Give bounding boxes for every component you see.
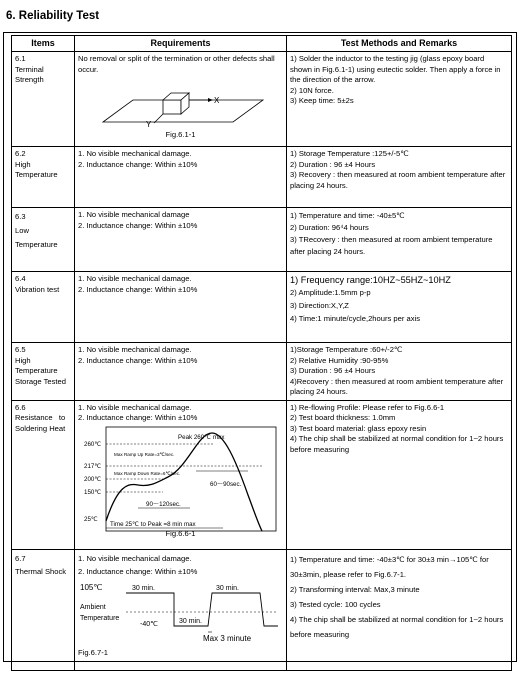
method-text: 2) Duration: 96⁴4 hours <box>290 223 369 232</box>
table-row <box>12 400 512 549</box>
requirement-text: 1. No visible mechanical damage. <box>78 345 192 354</box>
method-text-large: 1) Frequency range:10HZ~55HZ~10HZ <box>290 275 451 285</box>
figure-caption: Fig.6.7-1 <box>78 647 108 657</box>
header-methods: Test Methods and Remarks <box>287 36 512 52</box>
item-number: 6.5 <box>15 345 26 354</box>
table-row <box>12 549 512 670</box>
method-text: 2) Amplitude:1.5mm p-p <box>290 288 371 297</box>
method-text: 2) Transforming interval: Max,3 minute <box>290 584 420 594</box>
figure-caption: Fig.6.1-1 <box>165 130 196 139</box>
methods-cell <box>287 52 512 147</box>
method-text: 2) Duration : 96 ±4 Hours <box>290 159 376 169</box>
header-items: Items <box>12 36 75 52</box>
requirement-text: 2. Inductance change: Within ±10% <box>78 284 198 294</box>
item-cell <box>12 52 75 147</box>
requirement-cell <box>75 208 287 272</box>
terminal-strength-figure <box>78 78 278 130</box>
figure-caption: Fig.6.6-1 <box>165 528 196 538</box>
methods-cell <box>287 147 512 208</box>
max-interval-label: Max 3 minute <box>203 633 252 643</box>
method-text: 4) Time:1 minute/cycle,2hours per axis <box>290 314 420 323</box>
ramp-up-label: Max Ramp Up Rate=3℃/sec. <box>114 451 175 457</box>
item-label: Resistance to <box>15 413 66 422</box>
methods-cell <box>287 208 512 272</box>
requirement-text: 1. No visible mechanical damage. <box>78 149 192 158</box>
ramp-down-label: Max Ramp Down Rate=6℃/sec. <box>114 470 181 476</box>
method-text: 1) Solder the inductor to the testing jig (glass epoxy board shown in Fig.6.1-1) using eutectic solder. Then apply a force in the direction of the arrow. <box>290 54 501 84</box>
item-label: Temperature <box>15 170 58 179</box>
requirement-text: 2. Inductance change: Within ±10% <box>78 355 198 365</box>
item-label: Strength <box>15 75 44 84</box>
requirement-text: 1. No visible mechanical damage. <box>78 553 192 563</box>
item-label: Storage Tested <box>15 376 66 386</box>
methods-cell <box>287 400 512 549</box>
methods-cell <box>287 343 512 401</box>
method-text: 2) Relative Humidity :90-95% <box>290 355 389 365</box>
temp-25-label: 25℃ <box>84 515 98 523</box>
requirement-cell <box>75 400 287 549</box>
requirement-cell <box>75 147 287 208</box>
item-label: Thermal Shock <box>15 566 67 576</box>
thermal-cycle-figure <box>78 580 283 646</box>
method-text: 4) The chip shall be stabilized at normal condition for 1~2 hours before measuring <box>290 614 504 639</box>
thirty-min-label: 30 min. <box>132 584 155 592</box>
dur90-label: 90～120sec. <box>146 500 181 508</box>
method-text: 3) Duration : 96 ±4 Hours <box>290 366 376 375</box>
methods-cell <box>287 272 512 343</box>
method-text: 3) Tested cycle: 100 cycles <box>290 599 381 609</box>
method-text: 4) The chip shall be stabilized at normal condition for 1~2 hours before measuring <box>290 434 504 454</box>
reflow-profile-figure <box>78 425 283 533</box>
method-text: 3) Recovery : then measured at room ambient temperature after placing 24 hours. <box>290 170 506 190</box>
item-cell <box>12 343 75 401</box>
cold-temp-label: -40℃ <box>140 620 158 628</box>
item-number: 6.4 <box>15 274 26 283</box>
section-title: 6. Reliability Test <box>6 10 100 22</box>
table-row <box>12 343 512 401</box>
method-text: 1) Storage Temperature :125+/-5℃ <box>290 149 409 158</box>
item-cell <box>12 400 75 549</box>
method-text: 2) Test board thickness: 1.0mm <box>290 413 396 422</box>
table-row <box>12 147 512 208</box>
x-label: X <box>214 96 220 105</box>
requirement-cell <box>75 272 287 343</box>
item-label: Temperature <box>15 240 58 249</box>
item-label: Vibration test <box>15 284 60 294</box>
temperature-label: Temperature <box>80 614 120 622</box>
temp-200-label: 200℃ <box>84 475 102 483</box>
requirement-text: No removal or split of the termination or other defects shall occur. <box>78 54 275 74</box>
item-label: Terminal <box>15 64 44 74</box>
temp-260-label: 260℃ <box>84 440 102 448</box>
header-requirements: Requirements <box>75 36 287 52</box>
item-label: Temperature <box>15 366 58 375</box>
thirty-min-label: 30 min. <box>179 617 202 625</box>
item-label: High <box>15 159 31 169</box>
time-label: Time 25℃ to Peak =8 min max <box>110 520 196 528</box>
method-text: 3) Direction:X,Y,Z <box>290 301 349 310</box>
table-row <box>12 272 512 343</box>
method-text: 1)Storage Temperature :60+/-2℃ <box>290 345 403 354</box>
temp-217-label: 217℃ <box>84 462 102 470</box>
requirement-cell <box>75 549 287 670</box>
item-number: 6.3 <box>15 212 26 221</box>
chip-front <box>163 100 181 114</box>
item-label: Soldering Heat <box>15 423 66 433</box>
temp-150-label: 150℃ <box>84 488 102 496</box>
requirement-text: 2. Inductance change: Within ±10% <box>78 159 198 169</box>
reliability-table <box>11 35 512 671</box>
method-text: 3) TRecovery : then measured at room ambient temperature after placing 24 hours. <box>290 235 493 256</box>
requirement-text: 1. No visible mechanical damage <box>78 210 190 219</box>
method-text: 3) Test board material: glass epoxy resin <box>290 423 427 433</box>
arrow-head-icon <box>208 98 213 102</box>
method-text: 4)Recovery : then measured at room ambient temperature after placing 24 hours. <box>290 376 504 396</box>
table-header-row <box>12 36 512 52</box>
requirement-text: 2. Inductance change: Within ±10% <box>78 413 198 422</box>
method-text: 1) Re-flowing Profile: Please refer to Fig.6.6-1 <box>290 402 445 412</box>
item-label: Low <box>15 226 29 235</box>
requirement-text: 2. Inductance change: Within ±10% <box>78 220 198 230</box>
table-row <box>12 208 512 272</box>
item-number: 6.2 <box>15 149 26 158</box>
hot-temp-label: 105℃ <box>80 582 103 592</box>
item-number: 6.7 <box>15 553 26 563</box>
item-label: High <box>15 355 31 365</box>
item-cell <box>12 208 75 272</box>
item-number: 6.6 <box>15 402 26 412</box>
requirement-text: 1. No visible mechanical damage. <box>78 274 192 283</box>
method-text: 1) Temperature and time: -40±5℃ <box>290 211 405 220</box>
item-cell <box>12 272 75 343</box>
requirement-cell <box>75 52 287 147</box>
item-cell <box>12 147 75 208</box>
methods-cell <box>287 549 512 670</box>
method-text: 2) 10N force. <box>290 85 334 95</box>
ambient-label: Ambient <box>80 603 106 611</box>
requirement-cell <box>75 343 287 401</box>
y-label: Y <box>146 120 152 129</box>
thirty-min-label: 30 min. <box>216 584 239 592</box>
dur60-label: 60～90sec. <box>210 480 242 488</box>
method-text: 3) Keep time: 5±2s <box>290 96 354 105</box>
item-cell <box>12 549 75 670</box>
peak-label: Peak 260℃ max <box>178 433 225 441</box>
item-number: 6.1 <box>15 54 26 63</box>
requirement-text: 1. No visible mechanical damage. <box>78 402 192 412</box>
table-row <box>12 52 512 147</box>
requirement-text: 2. Inductance change: Within ±10% <box>78 566 198 576</box>
method-text: 1) Temperature and time: -40±3℃ for 30±3 min→105℃ for 30±3min, please refer to Fig.6.7-1. <box>290 554 489 579</box>
